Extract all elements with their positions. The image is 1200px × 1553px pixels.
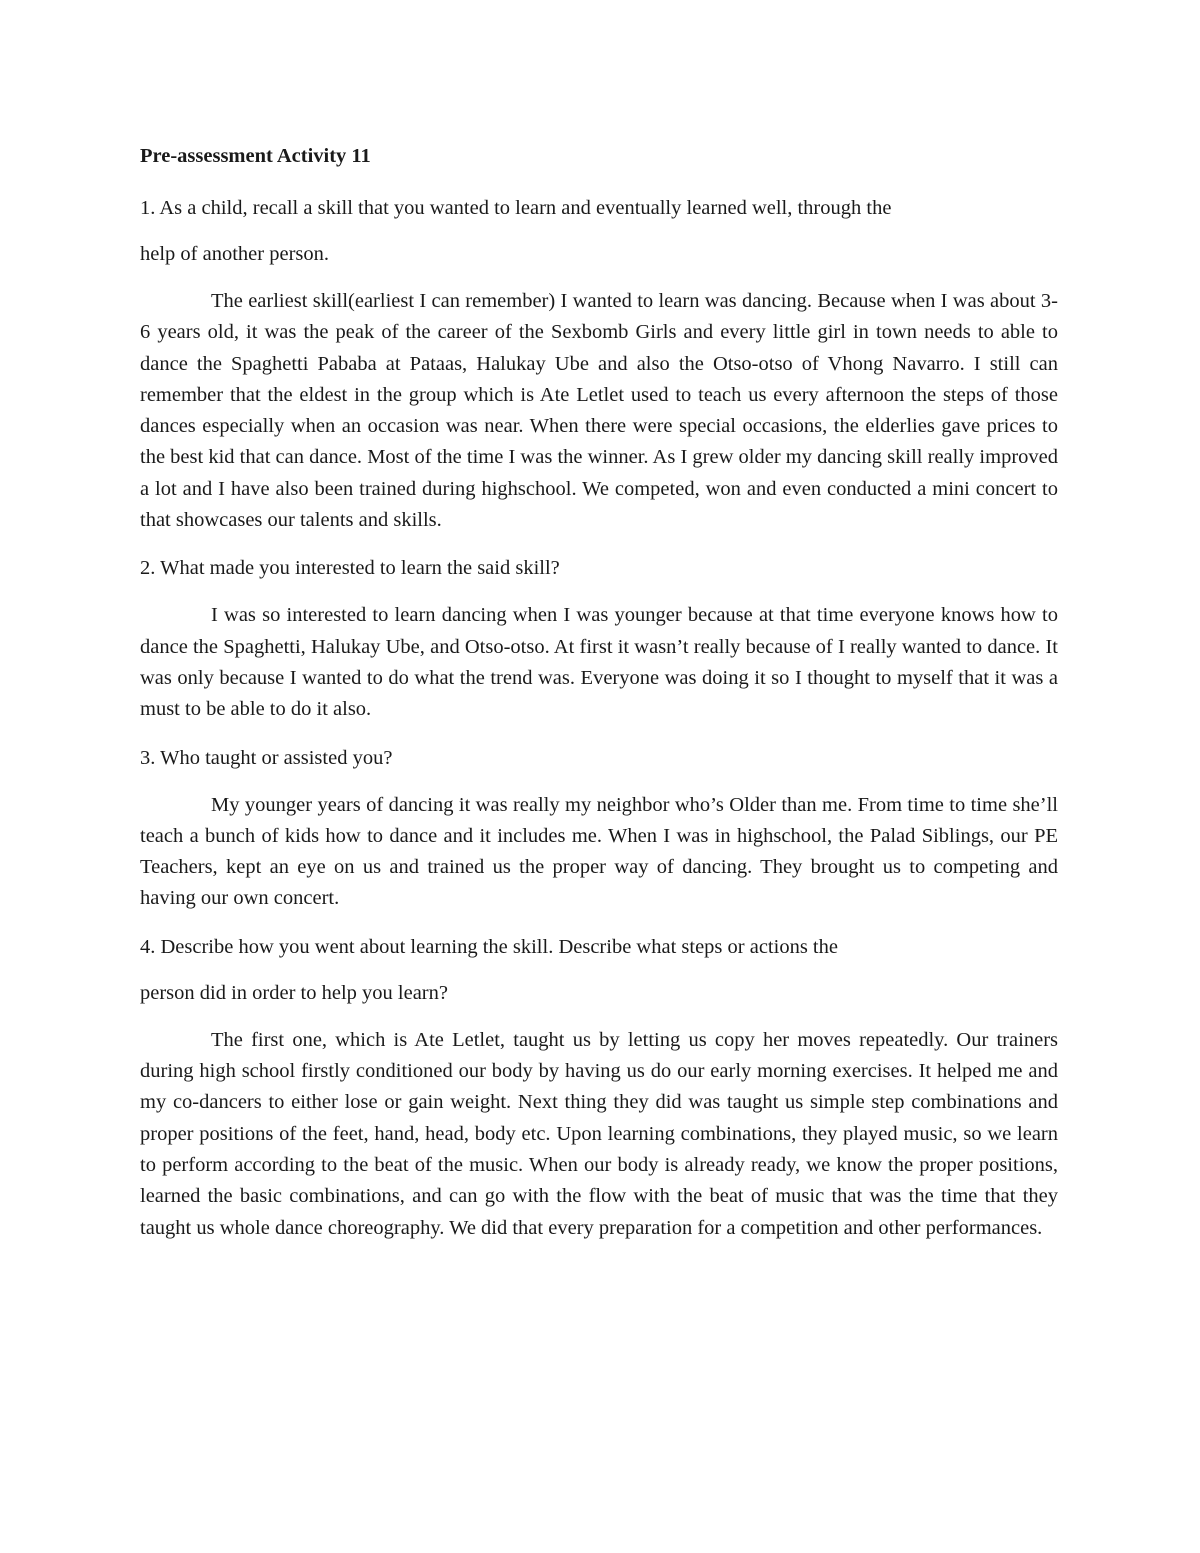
document-title: Pre-assessment Activity 11: [140, 145, 371, 167]
answer-2: I was so interested to learn dancing when I was younger because at that time everyone knows how to dance the Spaghetti, Halukay Ube, and Otso-otso. At first it wasn’t really because of I really wanted to dance. It was only because I wanted to do what the trend was. Everyone was doing it so I thought to myself that it was a must to be able to do it also.: [140, 604, 1058, 721]
answer-4: The first one, which is Ate Letlet, taught us by letting us copy her moves repeatedly. Our trainers during high school firstly conditioned our body by having us do our early morning exercises. It helped me and my co-dancers to either lose or gain weight. Next thing they did was taught us simple step combinations and proper positions of the feet, hand, head, body etc. Upon learning combinations, they played music, so we learn to perform according to the beat of the music. When our body is already ready, we know the proper positions, learned the basic combinations, and can go with the flow with the beat of music that was the time that they taught us whole dance choreography. We did that every preparation for a competition and other performances.: [140, 1028, 1058, 1239]
answer-3: My younger years of dancing it was really my neighbor who’s Older than me. From time to time she’ll teach a bunch of kids how to dance and it includes me. When I was in highschool, the Palad Siblings, our PE Teachers, kept an eye on us and trained us the proper way of dancing. They brought us to competing and having our own concert.: [140, 793, 1058, 910]
question-3: 3. Who taught or assisted you?: [140, 746, 393, 769]
question-2: 2. What made you interested to learn the said skill?: [140, 557, 560, 580]
document-body: [140, 138, 1058, 1258]
question-1-line-1: 1. As a child, recall a skill that you wanted to learn and eventually learned well, through the: [140, 197, 892, 219]
question-4-line-2: person did in order to help you learn?: [140, 981, 448, 1004]
question-4-line-1: 4. Describe how you went about learning the skill. Describe what steps or actions the: [140, 935, 838, 958]
answer-1: The earliest skill(earliest I can remember) I wanted to learn was dancing. Because when I was about 3-6 years old, it was the peak of the career of the Sexbomb Girls and every little girl in town needs to able to dance the Spaghetti Pababa at Pataas, Halukay Ube and also the Otso-otso of Vhong Navarro. I still can remember that the eldest in the group which is Ate Letlet used to teach us every afternoon the steps of those dances especially when an occasion was near. When there were special occasions, the elderlies gave prices to the best kid that can dance. Most of the time I was the winner. As I grew older my dancing skill really improved a lot and I have also been trained during highschool. We competed, won and even conducted a mini concert to that showcases our talents and skills.: [140, 290, 1058, 532]
question-1-line-2: help of another person.: [140, 243, 329, 265]
